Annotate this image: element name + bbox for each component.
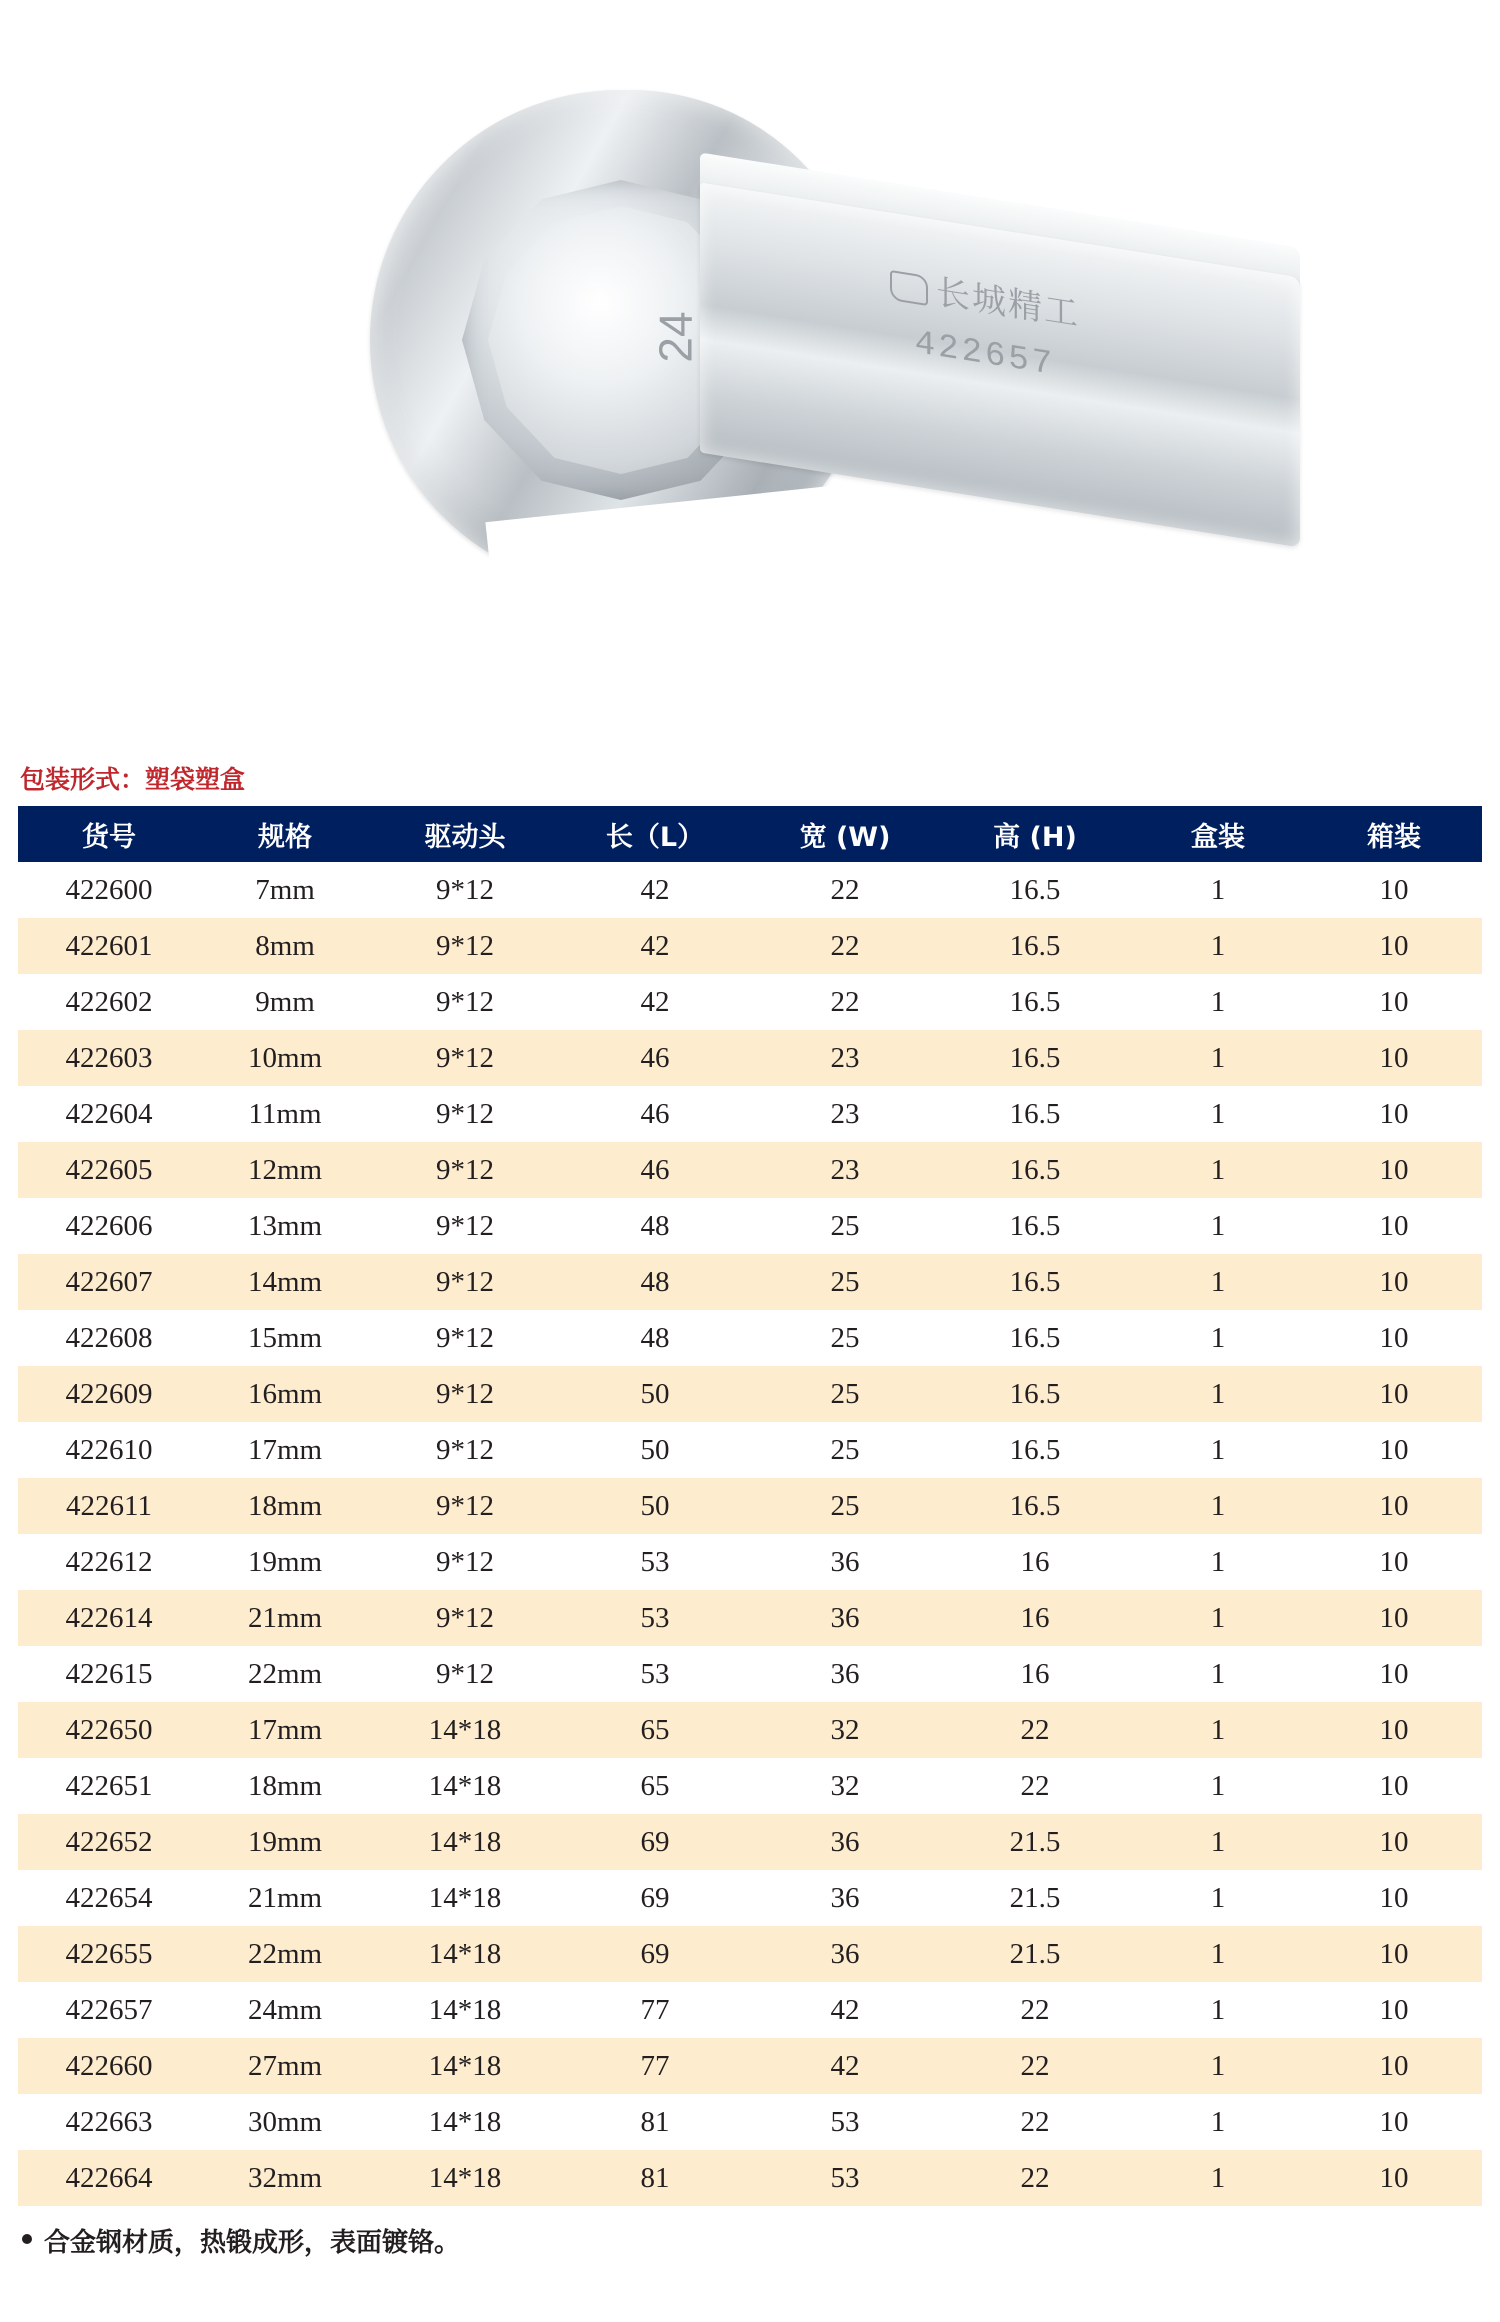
table-cell: 16.5 — [1009, 1209, 1061, 1242]
table-cell: 36 — [830, 1937, 860, 1970]
table-cell: 422606 — [65, 1209, 153, 1242]
table-cell: 1 — [1210, 985, 1226, 1018]
table-cell: 10 — [1379, 1601, 1409, 1634]
table-cell: 9*12 — [436, 1657, 494, 1690]
table-cell: 53 — [640, 1657, 670, 1690]
table-row — [18, 1982, 1482, 2038]
column-header-height: 高 (H) — [940, 806, 1130, 862]
table-cell: 9*12 — [436, 1265, 494, 1298]
table-cell: 16mm — [247, 1377, 323, 1410]
table-cell: 10 — [1379, 1489, 1409, 1522]
table-cell: 22 — [1020, 2105, 1050, 2138]
table-cell: 9*12 — [436, 929, 494, 962]
table-cell: 10 — [1379, 2161, 1409, 2194]
table-cell: 24mm — [247, 1993, 323, 2026]
table-row — [18, 2094, 1482, 2150]
table-cell: 10 — [1379, 1993, 1409, 2026]
table-cell: 36 — [830, 1825, 860, 1858]
table-cell: 14*18 — [428, 1769, 502, 1802]
table-cell: 16.5 — [1009, 1433, 1061, 1466]
table-cell: 25 — [830, 1489, 860, 1522]
table-cell: 10 — [1379, 1545, 1409, 1578]
table-cell: 422612 — [65, 1545, 153, 1578]
table-cell: 19mm — [247, 1825, 323, 1858]
table-cell: 46 — [640, 1153, 670, 1186]
wrench-illustration — [370, 80, 1300, 680]
table-cell: 1 — [1210, 1937, 1226, 1970]
table-cell: 1 — [1210, 1209, 1226, 1242]
table-cell: 10 — [1379, 1433, 1409, 1466]
table-cell: 14*18 — [428, 1993, 502, 2026]
table-row — [18, 1926, 1482, 1982]
table-cell: 1 — [1210, 1041, 1226, 1074]
column-header-item-no: 货号 — [18, 806, 200, 862]
table-cell: 1 — [1210, 1601, 1226, 1634]
table-cell: 53 — [640, 1601, 670, 1634]
table-cell: 16.5 — [1009, 873, 1061, 906]
table-cell: 22 — [1020, 2049, 1050, 2082]
table-cell: 422655 — [65, 1937, 153, 1970]
table-cell: 1 — [1210, 1881, 1226, 1914]
table-cell: 9*12 — [436, 1489, 494, 1522]
table-cell: 422603 — [65, 1041, 153, 1074]
table-cell: 1 — [1210, 873, 1226, 906]
table-cell: 1 — [1210, 1097, 1226, 1130]
table-cell: 422614 — [65, 1601, 153, 1634]
table-cell: 14*18 — [428, 1713, 502, 1746]
table-cell: 10 — [1379, 1041, 1409, 1074]
table-row — [18, 1198, 1482, 1254]
engraved-brand-text: 长城精工 — [936, 272, 1080, 336]
table-cell: 21mm — [247, 1601, 323, 1634]
table-cell: 53 — [830, 2105, 860, 2138]
spec-table — [18, 806, 1482, 2206]
table-cell: 422607 — [65, 1265, 153, 1298]
table-cell: 1 — [1210, 1433, 1226, 1466]
table-cell: 17mm — [247, 1713, 323, 1746]
table-cell: 16.5 — [1009, 1489, 1061, 1522]
table-row — [18, 2038, 1482, 2094]
table-cell: 16.5 — [1009, 985, 1061, 1018]
table-cell: 48 — [640, 1265, 670, 1298]
table-cell: 422610 — [65, 1433, 153, 1466]
table-cell: 77 — [640, 1993, 670, 2026]
table-cell: 9*12 — [436, 1041, 494, 1074]
table-cell: 32 — [830, 1713, 860, 1746]
table-cell: 1 — [1210, 1377, 1226, 1410]
table-cell: 16.5 — [1009, 1097, 1061, 1130]
table-row — [18, 1646, 1482, 1702]
table-cell: 422651 — [65, 1769, 153, 1802]
table-cell: 18mm — [247, 1489, 323, 1522]
table-cell: 16 — [1020, 1545, 1050, 1578]
table-cell: 17mm — [247, 1433, 323, 1466]
table-cell: 36 — [830, 1881, 860, 1914]
table-cell: 36 — [830, 1601, 860, 1634]
table-cell: 22mm — [247, 1657, 323, 1690]
table-cell: 16.5 — [1009, 1153, 1061, 1186]
table-cell: 23 — [830, 1097, 860, 1130]
table-cell: 14mm — [247, 1265, 323, 1298]
table-cell: 25 — [830, 1265, 860, 1298]
table-cell: 25 — [830, 1433, 860, 1466]
table-cell: 9*12 — [436, 1545, 494, 1578]
column-header-carton-qty: 箱装 — [1306, 806, 1482, 862]
table-cell: 36 — [830, 1657, 860, 1690]
table-header-row — [18, 806, 1482, 862]
table-row — [18, 1702, 1482, 1758]
table-cell: 422609 — [65, 1377, 153, 1410]
table-cell: 422654 — [65, 1881, 153, 1914]
table-cell: 46 — [640, 1097, 670, 1130]
table-cell: 25 — [830, 1321, 860, 1354]
table-row — [18, 1814, 1482, 1870]
table-cell: 22 — [1020, 2161, 1050, 2194]
table-cell: 42 — [830, 2049, 860, 2082]
table-cell: 22 — [830, 873, 860, 906]
table-cell: 422657 — [65, 1993, 153, 2026]
engraved-size-text: 24 — [649, 311, 702, 363]
column-header-box-qty: 盒装 — [1130, 806, 1306, 862]
table-cell: 10 — [1379, 1657, 1409, 1690]
table-cell: 422605 — [65, 1153, 153, 1186]
table-cell: 42 — [640, 985, 670, 1018]
table-cell: 10 — [1379, 1321, 1409, 1354]
table-cell: 422611 — [66, 1489, 152, 1522]
table-cell: 42 — [640, 929, 670, 962]
table-cell: 14*18 — [428, 1937, 502, 1970]
table-cell: 48 — [640, 1209, 670, 1242]
footnote-text: 合金钢材质，热锻成形，表面镀铬。 — [44, 2228, 461, 2258]
table-cell: 422615 — [65, 1657, 153, 1690]
table-cell: 14*18 — [428, 2161, 502, 2194]
table-cell: 16 — [1020, 1657, 1050, 1690]
table-cell: 1 — [1210, 1825, 1226, 1858]
table-cell: 9*12 — [436, 1097, 494, 1130]
table-cell: 81 — [640, 2161, 670, 2194]
table-cell: 422600 — [65, 873, 153, 906]
table-cell: 16.5 — [1009, 1377, 1061, 1410]
table-cell: 22mm — [247, 1937, 323, 1970]
table-cell: 16 — [1020, 1601, 1050, 1634]
table-cell: 22 — [830, 985, 860, 1018]
table-cell: 16.5 — [1009, 1265, 1061, 1298]
table-cell: 9*12 — [436, 985, 494, 1018]
table-body — [18, 862, 1482, 2206]
table-cell: 19mm — [247, 1545, 323, 1578]
table-cell: 53 — [640, 1545, 670, 1578]
table-cell: 14*18 — [428, 2049, 502, 2082]
table-cell: 22 — [1020, 1713, 1050, 1746]
table-cell: 14*18 — [428, 1825, 502, 1858]
table-cell: 10 — [1379, 1825, 1409, 1858]
table-cell: 16.5 — [1009, 1321, 1061, 1354]
table-cell: 42 — [830, 1993, 860, 2026]
table-cell: 1 — [1210, 1489, 1226, 1522]
table-cell: 9mm — [255, 985, 315, 1018]
table-cell: 10 — [1379, 1769, 1409, 1802]
table-cell: 30mm — [247, 2105, 323, 2138]
table-row — [18, 918, 1482, 974]
table-cell: 65 — [640, 1769, 670, 1802]
table-cell: 21.5 — [1009, 1825, 1061, 1858]
table-cell: 16.5 — [1009, 1041, 1061, 1074]
table-cell: 22 — [830, 929, 860, 962]
column-header-length: 长（L） — [560, 806, 750, 862]
table-cell: 422602 — [65, 985, 153, 1018]
table-cell: 422664 — [65, 2161, 153, 2194]
table-row — [18, 1422, 1482, 1478]
spec-table-container — [0, 806, 1500, 2206]
table-cell: 53 — [830, 2161, 860, 2194]
table-cell: 10mm — [247, 1041, 323, 1074]
table-row — [18, 1870, 1482, 1926]
table-cell: 10 — [1379, 2049, 1409, 2082]
table-row — [18, 1310, 1482, 1366]
table-cell: 50 — [640, 1377, 670, 1410]
table-cell: 25 — [830, 1377, 860, 1410]
table-cell: 50 — [640, 1433, 670, 1466]
table-row — [18, 1366, 1482, 1422]
table-row — [18, 1534, 1482, 1590]
table-cell: 1 — [1210, 1321, 1226, 1354]
table-cell: 10 — [1379, 1209, 1409, 1242]
table-cell: 422652 — [65, 1825, 153, 1858]
table-cell: 1 — [1210, 1265, 1226, 1298]
table-row — [18, 862, 1482, 918]
table-cell: 23 — [830, 1041, 860, 1074]
table-cell: 22 — [1020, 1993, 1050, 2026]
table-cell: 10 — [1379, 929, 1409, 962]
table-cell: 46 — [640, 1041, 670, 1074]
table-cell: 422660 — [65, 2049, 153, 2082]
table-cell: 9*12 — [436, 1601, 494, 1634]
table-cell: 9*12 — [436, 873, 494, 906]
table-cell: 25 — [830, 1209, 860, 1242]
table-cell: 14*18 — [428, 2105, 502, 2138]
table-cell: 77 — [640, 2049, 670, 2082]
table-cell: 13mm — [247, 1209, 323, 1242]
table-cell: 1 — [1210, 1545, 1226, 1578]
table-cell: 9*12 — [436, 1153, 494, 1186]
table-cell: 65 — [640, 1713, 670, 1746]
table-cell: 10 — [1379, 1097, 1409, 1130]
brand-logo-icon — [890, 270, 928, 306]
table-row — [18, 974, 1482, 1030]
table-cell: 69 — [640, 1881, 670, 1914]
table-cell: 1 — [1210, 2049, 1226, 2082]
table-cell: 10 — [1379, 1881, 1409, 1914]
table-cell: 32mm — [247, 2161, 323, 2194]
table-cell: 48 — [640, 1321, 670, 1354]
table-row — [18, 1590, 1482, 1646]
table-cell: 422601 — [65, 929, 153, 962]
table-cell: 21.5 — [1009, 1881, 1061, 1914]
column-header-spec: 规格 — [200, 806, 370, 862]
table-cell: 11mm — [248, 1097, 322, 1130]
table-cell: 21mm — [247, 1881, 323, 1914]
table-cell: 10 — [1379, 1265, 1409, 1298]
table-row — [18, 1030, 1482, 1086]
table-cell: 9*12 — [436, 1321, 494, 1354]
table-cell: 81 — [640, 2105, 670, 2138]
table-cell: 9*12 — [436, 1377, 494, 1410]
table-cell: 1 — [1210, 1769, 1226, 1802]
table-cell: 18mm — [247, 1769, 323, 1802]
table-cell: 9*12 — [436, 1433, 494, 1466]
table-cell: 422608 — [65, 1321, 153, 1354]
table-cell: 32 — [830, 1769, 860, 1802]
table-cell: 1 — [1210, 1713, 1226, 1746]
table-row — [18, 1758, 1482, 1814]
table-cell: 36 — [830, 1545, 860, 1578]
table-row — [18, 1254, 1482, 1310]
table-cell: 50 — [640, 1489, 670, 1522]
table-cell: 12mm — [247, 1153, 323, 1186]
table-cell: 21.5 — [1009, 1937, 1061, 1970]
table-cell: 10 — [1379, 1713, 1409, 1746]
column-header-width: 宽 (W) — [750, 806, 940, 862]
table-cell: 422650 — [65, 1713, 153, 1746]
bullet-icon — [22, 2234, 32, 2244]
table-cell: 422663 — [65, 2105, 153, 2138]
footnote — [22, 2222, 1500, 2259]
table-cell: 1 — [1210, 1153, 1226, 1186]
column-header-drive: 驱动头 — [370, 806, 560, 862]
table-cell: 7mm — [255, 873, 315, 906]
table-cell: 10 — [1379, 1937, 1409, 1970]
engraved-code-text: 422657 — [914, 324, 1056, 386]
table-cell: 1 — [1210, 1993, 1226, 2026]
table-cell: 23 — [830, 1153, 860, 1186]
table-cell: 69 — [640, 1825, 670, 1858]
table-cell: 10 — [1379, 985, 1409, 1018]
table-cell: 10 — [1379, 1377, 1409, 1410]
table-cell: 9*12 — [436, 1209, 494, 1242]
packaging-label: 包装形式：塑袋塑盒 — [20, 765, 246, 794]
table-cell: 1 — [1210, 2161, 1226, 2194]
table-row — [18, 1478, 1482, 1534]
table-cell: 10 — [1379, 873, 1409, 906]
table-cell: 10 — [1379, 2105, 1409, 2138]
table-cell: 422604 — [65, 1097, 153, 1130]
table-cell: 1 — [1210, 1657, 1226, 1690]
table-cell: 10 — [1379, 1153, 1409, 1186]
table-row — [18, 1086, 1482, 1142]
table-cell: 1 — [1210, 929, 1226, 962]
product-image — [0, 0, 1500, 760]
table-row — [18, 1142, 1482, 1198]
table-cell: 1 — [1210, 2105, 1226, 2138]
table-row — [18, 2150, 1482, 2206]
table-cell: 22 — [1020, 1769, 1050, 1802]
table-cell: 15mm — [247, 1321, 323, 1354]
table-cell: 14*18 — [428, 1881, 502, 1914]
table-cell: 42 — [640, 873, 670, 906]
table-cell: 8mm — [255, 929, 315, 962]
table-cell: 16.5 — [1009, 929, 1061, 962]
table-cell: 27mm — [247, 2049, 323, 2082]
table-cell: 69 — [640, 1937, 670, 1970]
